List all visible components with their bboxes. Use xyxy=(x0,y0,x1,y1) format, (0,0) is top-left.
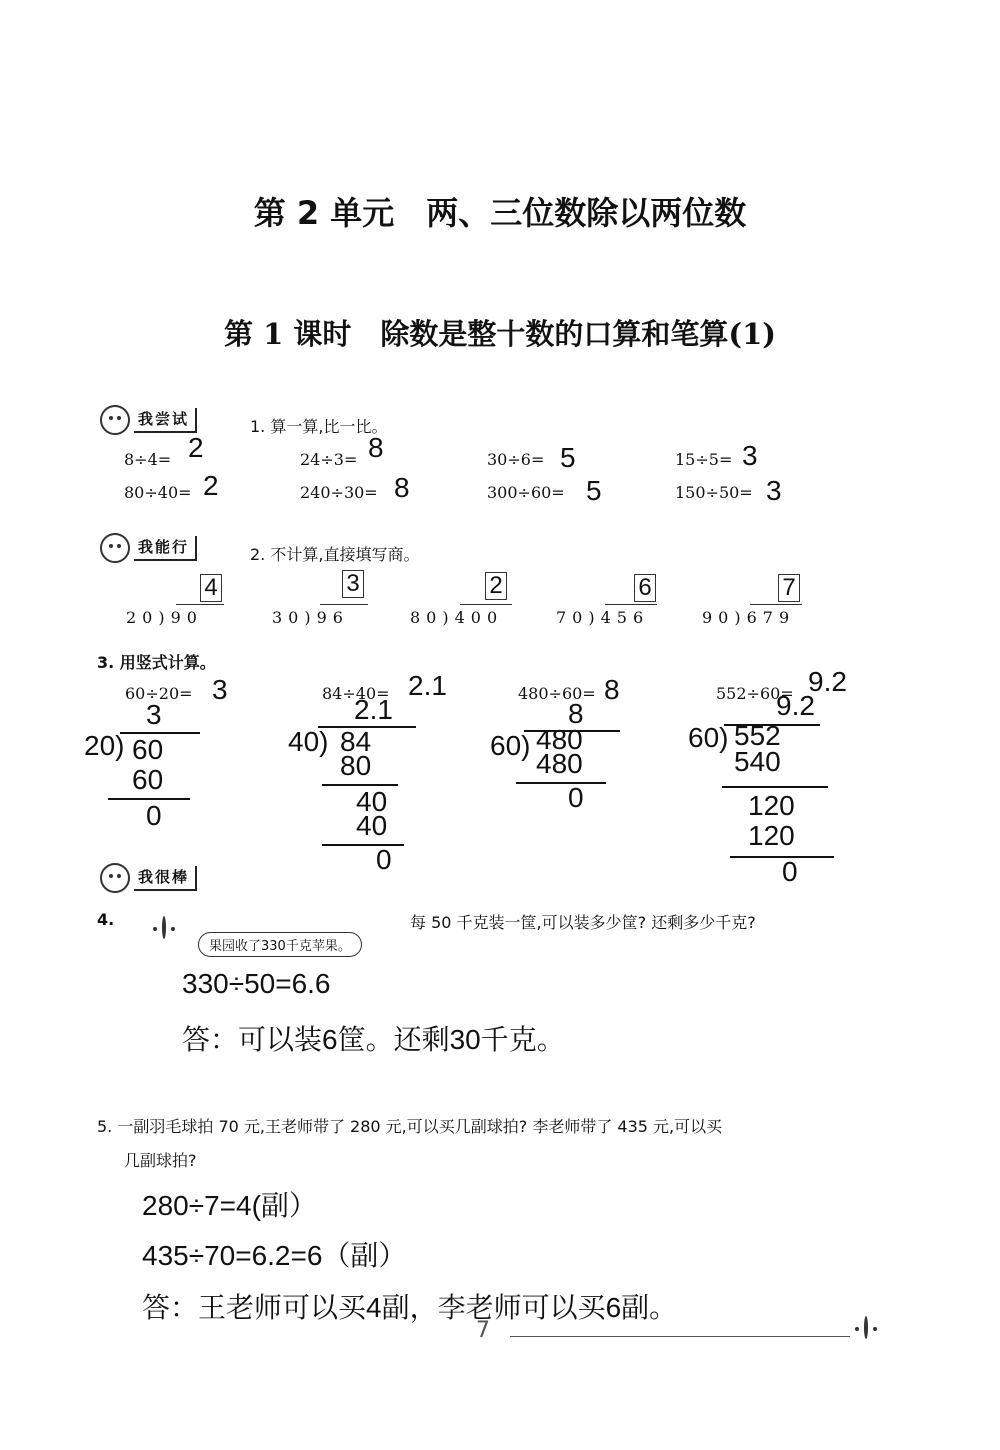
q3-eq-2: 84÷40= xyxy=(322,684,390,703)
q3-divisor-3: 60) xyxy=(490,730,531,761)
cartoon-kid-icon xyxy=(100,533,130,563)
cartoon-kid-icon xyxy=(100,863,130,893)
q4-prompt: 每 50 千克装一筐,可以装多少筐? 还剩多少千克? xyxy=(410,913,756,932)
section-great-label: 我很棒 xyxy=(134,866,197,891)
q1-ans-2: 8 xyxy=(368,432,384,463)
q2-divisor-5: 90)679 xyxy=(702,608,796,627)
unit-title: 第 2 单元 两、三位数除以两位数 xyxy=(253,194,747,232)
q3-step-1-2: 0 xyxy=(146,800,162,831)
q2-divisor-value-3: 80 xyxy=(410,608,443,627)
q3-divisor-4: 60) xyxy=(688,722,729,753)
q1-ans-4: 3 xyxy=(742,440,758,471)
q1-ans-3: 5 xyxy=(560,442,576,473)
q4-answer: 答：可以装6筐。还剩30千克。 xyxy=(182,1024,565,1055)
q4-number: 4. xyxy=(97,910,115,929)
q3-quot-1: 3 xyxy=(146,699,162,730)
page-number: 7 xyxy=(476,1318,490,1343)
q3-step-4-2: 120 xyxy=(748,790,795,821)
lesson-title: 第 1 课时 除数是整十数的口算和笔算(1) xyxy=(224,317,776,351)
q1-eq-6: 240÷30= xyxy=(300,483,378,502)
q3-step-2-1: 80 xyxy=(340,750,372,781)
division-bar xyxy=(176,604,224,605)
q2-ans-box-5[interactable]: 7 xyxy=(778,574,800,602)
q2-dividend-2: 96 xyxy=(316,608,349,627)
q3-step-3-1: 480 xyxy=(536,748,583,779)
q2-ans-box-4[interactable]: 6 xyxy=(634,574,656,602)
q3-ans-1: 3 xyxy=(212,674,228,705)
q2-dividend-3: 400 xyxy=(454,608,504,627)
q2-divisor-1: 20)90 xyxy=(126,608,203,627)
q3-ans-4: 9.2 xyxy=(808,666,847,697)
q3-step-3-2: 0 xyxy=(568,782,584,813)
q2-divisor-value-5: 90 xyxy=(702,608,735,627)
q3-ans-2: 2.1 xyxy=(408,670,447,701)
q2-ans-box-3[interactable]: 2 xyxy=(485,572,507,600)
q3-divisor-2: 40) xyxy=(288,726,329,757)
q3-step-2-3: 40 xyxy=(356,810,388,841)
q3-dividend-2: 84 xyxy=(340,726,372,757)
section-try xyxy=(100,408,197,432)
division-bar xyxy=(605,604,657,605)
q1-eq-2: 24÷3= xyxy=(300,450,358,469)
q1-eq-4: 15÷5= xyxy=(675,450,733,469)
cartoon-kid-icon xyxy=(100,405,130,435)
q1-eq-7: 300÷60= xyxy=(487,483,565,502)
q4-speech-bubble: 果园收了330千克苹果。 xyxy=(198,932,362,957)
cartoon-kid-icon xyxy=(162,916,166,939)
q5-prompt-line2: 几副球拍? xyxy=(124,1151,197,1170)
division-bar xyxy=(320,604,368,605)
q1-ans-8: 3 xyxy=(766,475,782,506)
q2-divisor-value-4: 70 xyxy=(556,608,589,627)
q2-ans-box-1[interactable]: 4 xyxy=(200,574,222,602)
q1-eq-8: 150÷50= xyxy=(675,483,753,502)
q2-divisor-value-2: 30 xyxy=(272,608,305,627)
division-bar xyxy=(460,604,512,605)
q1-ans-7: 5 xyxy=(586,475,602,506)
q2-divisor-3: 80)400 xyxy=(410,608,504,627)
subtraction-line xyxy=(516,782,606,784)
q3-step-2-2: 40 xyxy=(356,786,388,817)
q3-eq-1: 60÷20= xyxy=(125,684,193,703)
q2-ans-box-2[interactable]: 3 xyxy=(342,570,364,598)
q2-dividend-5: 679 xyxy=(746,608,796,627)
q5-work2: 435÷70=6.2=6（副） xyxy=(142,1240,407,1271)
q2-dividend-4: 456 xyxy=(600,608,650,627)
q5-answer: 答：王老师可以买4副，李老师可以买6副。 xyxy=(142,1292,678,1323)
q1-ans-5: 2 xyxy=(203,470,219,501)
q3-step-4-4: 0 xyxy=(782,856,798,887)
q3-ans-3: 8 xyxy=(604,674,620,705)
section-can-label: 我能行 xyxy=(134,536,197,561)
q3-prompt: 3. 用竖式计算。 xyxy=(97,653,216,672)
q3-dividend-3: 480 xyxy=(536,724,583,755)
q2-prompt: 2. 不计算,直接填写商。 xyxy=(250,545,420,564)
q3-step-4-1: 540 xyxy=(734,746,781,777)
cartoon-kid-icon xyxy=(864,1316,868,1339)
section-great xyxy=(100,866,197,890)
q3-step-1-1: 60 xyxy=(132,764,164,795)
q3-quot-2: 2.1 xyxy=(354,694,393,725)
q5-prompt-line1: 5. 一副羽毛球拍 70 元,王老师带了 280 元,可以买几副球拍? 李老师带了 435 元,可以买 xyxy=(97,1117,723,1136)
q5-work1: 280÷7=4(副） xyxy=(142,1190,317,1221)
q2-dividend-1: 90 xyxy=(170,608,203,627)
q3-eq-4: 552÷60= xyxy=(716,684,794,703)
subtraction-line xyxy=(722,786,828,788)
q3-step-2-4: 0 xyxy=(376,844,392,875)
section-try-label: 我尝试 xyxy=(134,408,197,433)
q4-work: 330÷50=6.6 xyxy=(182,968,331,999)
q3-dividend-1: 60 xyxy=(132,734,164,765)
q1-ans-1: 2 xyxy=(188,432,204,463)
footer-line xyxy=(510,1336,850,1337)
q1-eq-1: 8÷4= xyxy=(124,450,172,469)
subtraction-line xyxy=(322,844,404,846)
division-bar xyxy=(750,604,802,605)
q3-step-4-3: 120 xyxy=(748,820,795,851)
q3-dividend-4: 552 xyxy=(734,720,781,751)
q1-ans-6: 8 xyxy=(394,472,410,503)
q2-divisor-2: 30)96 xyxy=(272,608,349,627)
q3-eq-3: 480÷60= xyxy=(518,684,596,703)
q1-prompt: 1. 算一算,比一比。 xyxy=(250,417,388,436)
q3-quot-4: 9.2 xyxy=(776,690,815,721)
section-can xyxy=(100,536,197,560)
q2-divisor-value-1: 20 xyxy=(126,608,159,627)
q3-quot-3: 8 xyxy=(568,698,584,729)
q1-eq-3: 30÷6= xyxy=(487,450,545,469)
q1-eq-5: 80÷40= xyxy=(124,483,192,502)
q3-divisor-1: 20) xyxy=(84,730,125,761)
q2-divisor-4: 70)456 xyxy=(556,608,650,627)
